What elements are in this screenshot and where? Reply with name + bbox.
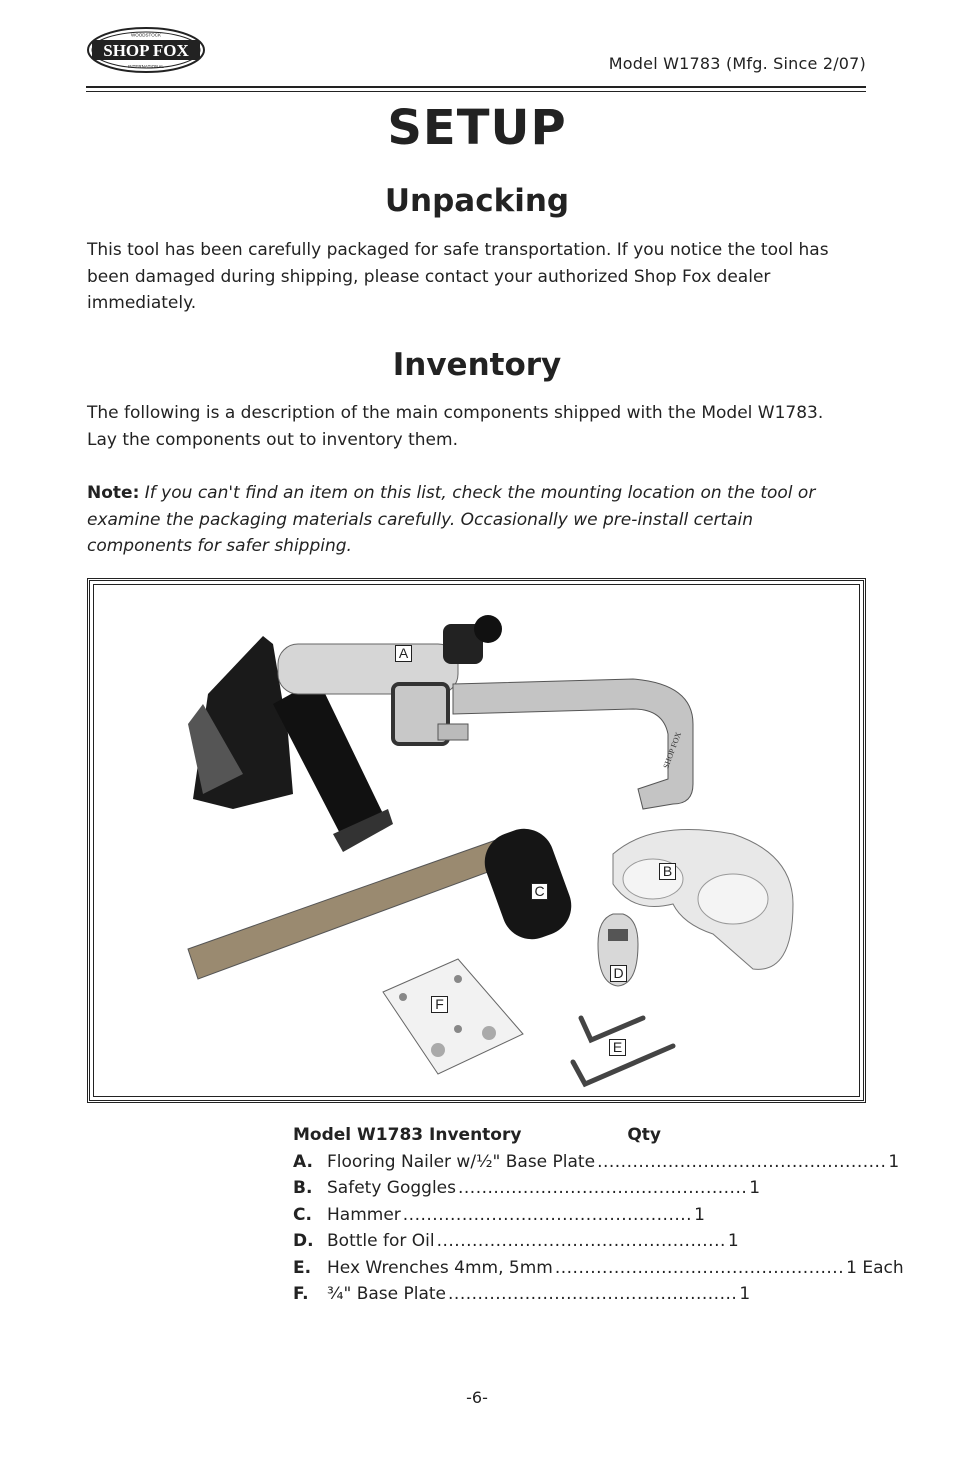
- note-text: If you can't find an item on this list, check the mounting location on the tool or examine the packaging materials carefully. Occasionally we pre-install certain components for safer shipping.: [87, 483, 816, 556]
- leader-dots: .................................................: [597, 1151, 887, 1172]
- callout-b: B: [659, 863, 676, 880]
- item-name: Hammer: [327, 1204, 401, 1225]
- item-letter: E.: [293, 1257, 312, 1278]
- callout-a: A: [395, 645, 412, 662]
- leader-dots: .................................................: [436, 1231, 726, 1251]
- inventory-row: [293, 1228, 739, 1255]
- header-rule: [86, 86, 866, 88]
- item-name: Bottle for Oil: [327, 1231, 435, 1251]
- nailer-brand: SHOP FOX: [661, 730, 683, 770]
- inventory-table-title: Model W1783 Inventory: [293, 1125, 522, 1145]
- inventory-body: The following is a description of the main components shipped with the Model W1783. Lay the components out to inventory them.: [87, 403, 824, 450]
- flooring-nailer: [188, 615, 693, 852]
- item-qty: 1: [727, 1231, 739, 1251]
- item-letter: F.: [293, 1284, 309, 1304]
- item-qty: 1: [888, 1151, 900, 1172]
- inventory-table-qty-header: Qty: [627, 1125, 661, 1145]
- leader-dots: .................................................: [457, 1178, 748, 1198]
- item-letter: A.: [293, 1151, 313, 1172]
- leader-dots: .................................................: [448, 1284, 738, 1304]
- item-name: Hex Wrenches 4mm, 5mm: [327, 1257, 553, 1278]
- logo-arc-bottom: INTERNATIONAL: [128, 64, 164, 69]
- item-letter: B.: [293, 1178, 313, 1198]
- item-letter: C.: [293, 1204, 312, 1225]
- callout-f: F: [431, 996, 448, 1013]
- inventory-row: [293, 1175, 761, 1202]
- inventory-row: [293, 1202, 705, 1229]
- page-number: -6-: [466, 1388, 488, 1407]
- inventory-table-header: [293, 1122, 661, 1149]
- note-label: Note:: [87, 483, 140, 503]
- hammer: [188, 820, 580, 979]
- inventory-table: [293, 1122, 904, 1308]
- leader-dots: .................................................: [402, 1204, 693, 1225]
- page-title: SETUP: [387, 100, 567, 156]
- item-qty: 1: [749, 1178, 761, 1198]
- inventory-row: [293, 1255, 904, 1282]
- item-qty: 1: [694, 1204, 705, 1225]
- inventory-row: [293, 1281, 751, 1308]
- item-name: Safety Goggles: [327, 1178, 456, 1198]
- unpacking-body: This tool has been carefully packaged for safe transportation. If you notice the tool has been damaged during shipping, please contact your authorized Shop Fox dealer immediately.: [87, 240, 829, 313]
- callout-d: D: [610, 965, 627, 982]
- logo-text: SHOP FOX: [103, 41, 189, 60]
- safety-goggles: [613, 830, 793, 970]
- logo-arc-top: WOODSTOCK: [131, 32, 161, 38]
- leader-dots: .................................................: [554, 1257, 845, 1278]
- item-qty: 1: [739, 1284, 751, 1304]
- item-letter: D.: [293, 1231, 314, 1251]
- base-plate: [383, 959, 523, 1074]
- inventory-note: [87, 480, 832, 560]
- callout-c: C: [531, 883, 548, 900]
- components-illustration: [93, 584, 866, 1103]
- inventory-figure: [87, 578, 866, 1103]
- item-name: ³⁄₄" Base Plate: [327, 1284, 447, 1304]
- inventory-row: [293, 1149, 900, 1176]
- inventory-heading: Inventory: [392, 347, 562, 383]
- header-rule-thin: [86, 91, 866, 92]
- unpacking-heading: Unpacking: [384, 183, 570, 219]
- item-qty: 1 Each: [846, 1257, 904, 1278]
- model-header: Model W1783 (Mfg. Since 2/07): [608, 54, 866, 73]
- item-name: Flooring Nailer w/¹⁄₂" Base Plate: [327, 1151, 596, 1172]
- callout-e: E: [609, 1039, 626, 1056]
- shop-fox-logo: [86, 26, 206, 74]
